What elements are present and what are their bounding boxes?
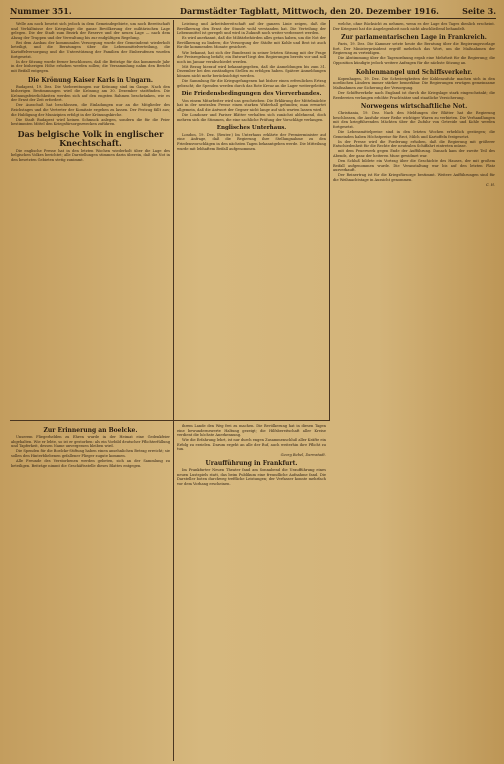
column-left bbox=[11, 22, 170, 418]
article-paragraph: London, 19. Dez. (Reuter.) Im Unterhaus erklärte der Premierminister auf eine Anfrage, daß die Regierung ihre Stellungnahme zu den Friedensvorschlägen in den nächsten Tagen bekanntgeben werde. Die Mitteilung wurde mit lebhaftem Beifall aufgenommen. bbox=[177, 132, 326, 151]
article-paragraph: Paris, 19. Dez. Die Kammer setzte heute die Beratung über die Regierungsvorlage fort. Der Ministerpräsident ergriff mehrfach das Wort, um die Maßnahmen der Regierung zu verteidigen. bbox=[333, 42, 495, 56]
article-heading: Zur Erinnerung an Boelcke. bbox=[43, 427, 138, 434]
article-paragraph: Es wird anerkannt, daß die Militärbehörden alles getan haben, um die Not der Bevölkerung zu lindern; die Versorgung der Städte mit Kohle und Brot ist auch für die kommenden Monate gesichert. bbox=[177, 36, 326, 50]
column-bottom-middle bbox=[177, 424, 326, 760]
article-paragraph: welche, ohne Rücksicht zu nehmen, wenn es der Lage des Tages dienlich erscheint. Der Kriegsrat hat die Angelegenheit noch nicht abschließend behandelt. bbox=[333, 22, 495, 31]
article-paragraph: Bei dem Ausbau der kommunalen Versorgung wurde der Gemeinderat wiederholt beteiligt, und die Beratungen über die Lebensmittelverteilung, die Kartoffelversorgung und die Unterstützung der Familien der Einberufenen wurden fortgesetzt. bbox=[11, 40, 170, 59]
article-heading: Uraufführung in Frankfurt. bbox=[205, 460, 298, 468]
article-paragraph: Im Frankfurter Neuen Theater fand am Sonnabend die Uraufführung eines neuen Lustspiels statt, das beim Publikum eine freundliche Aufnahme fand. Die Darsteller boten durchweg treffliche Leistungen; der Verfasser konnte mehrfach vor dem Vorhang erscheinen. bbox=[177, 468, 326, 486]
article-paragraph: Die Abstimmung über die Tagesordnung ergab eine Mehrheit für die Regierung; die Opposition kündigte jedoch weitere Anfragen für die nächste Sitzung an. bbox=[333, 56, 495, 66]
page-number: Seite 3. bbox=[462, 6, 496, 16]
article-heading: Englisches Unterhaus. bbox=[216, 125, 287, 132]
article-heading: Norwegens wirtschaftliche Not. bbox=[360, 103, 468, 111]
article-paragraph: Die Spenden für die Boelcke-Stiftung haben einen ansehnlichen Betrag erreicht; sie sollen den Hinterbliebenen gefallener Flieger zugute kommen. bbox=[11, 449, 170, 458]
article-paragraph: Alle Freunde des Verstorbenen werden gebeten, sich an der Sammlung zu beteiligen. Beiträge nimmt die Geschäftsstelle dieses Blattes entgegen. bbox=[11, 458, 170, 468]
article-paragraph: Die Lebensmittelpreise sind in den letzten Wochen erheblich gestiegen; die Gemeinden haben Höchstpreise für Brot, Milch und Kartoffeln festgesetzt. bbox=[333, 130, 495, 139]
article-paragraph: Mit Bezug hierauf wird bekanntgegeben, daß die Anmeldungen bis zum 31. Dezember bei den zuständigen Stellen zu erfolgen haben. Spätere Anmeldungen können nicht mehr berücksichtigt werden. bbox=[177, 64, 326, 79]
article-paragraph: In der Sitzung wurde ferner beschlossen, daß die Beiträge für das kommende Jahr in der bisherigen Höhe erhoben werden sollen; die Versammlung nahm den Bericht mit Beifall entgegen. bbox=[11, 59, 170, 73]
article-paragraph: Leistung und Arbeitsbereitschaft auf der ganzen Linie zeigen, daß die Bevölkerung den Ernst der Stunde wohl verstanden hat. Die Verteilung der Lebensmittel ist geregelt und wird in Zukunft noch weiter verbessert werden. bbox=[177, 22, 326, 36]
article-paragraph: Die Sammlung für die Kriegsgefangenen hat bisher einen erfreulichen Ertrag gebracht; die Spenden werden durch das Rote Kreuz an die Lager weitergeleitet. bbox=[177, 79, 326, 88]
column-rule bbox=[329, 20, 330, 420]
article-paragraph: Kopenhagen, 19. Dez. Die Schwierigkeiten der Kohlenzufuhr machen sich in den nordischen Ländern immer stärker bemerkbar. Die Regierungen erwägen gemeinsame Maßnahmen zur Sicherung der Versorgung. bbox=[333, 76, 495, 90]
article-paragraph: mit dem Feuerwerk gegen Ende der Aufführung. Danach kam der zweite Teil des Abends, der ganz der heiteren Muse gewidmet war. bbox=[333, 149, 495, 158]
article-paragraph: Die Stadt Budapest wird keinen Schmuck anlegen, sondern die für die Feier bestimmten Mittel den Kriegsfürsorgezwecken zuführen. bbox=[11, 117, 170, 127]
article-paragraph: Der Ausschuß hat beschlossen, die Einladungen nur an die Mitglieder des Reichstages und die Vertreter der Komitate ergehen zu lassen. Der Festzug fällt aus; die Huldigung der Munizipien erfolgt in der Krönungskirche. bbox=[11, 103, 170, 117]
issue-number: Nummer 351. bbox=[10, 6, 72, 16]
column-rule bbox=[173, 20, 174, 420]
article-heading: Die Friedensbedingungen des Vierverbandes. bbox=[181, 91, 322, 98]
article-heading: Kohlenmangel und Schiffsverkehr. bbox=[355, 68, 473, 76]
column-bottom-left bbox=[11, 424, 170, 760]
article-paragraph: Der Schiffsverkehr nach England ist durch die Kriegslage stark eingeschränkt; die Reedereien verlangen erhöhte Frachtsätze und staatliche Versicherung. bbox=[333, 90, 495, 100]
column-middle bbox=[177, 22, 326, 418]
masthead-date: Darmstädter Tagblatt, Mittwoch, den 20. Dezember 1916. bbox=[180, 6, 439, 16]
page-header bbox=[10, 4, 496, 19]
author-signature: Georg Bebel, Darmstadt. bbox=[280, 452, 326, 457]
article-paragraph: Die englische Presse hat in den letzten Wochen wiederholt über die Lage des belgischen Volkes berichtet; alle Darstellungen stimmen darin überein, daß die Not in den besetzten Gebieten stetig zunimmt. bbox=[11, 148, 170, 163]
article-paragraph: Der Reinertrag ist für die Kriegsfürsorge bestimmt. Weitere Aufführungen sind für die Weihnachtstage in Aussicht genommen. bbox=[333, 173, 495, 182]
article-paragraph: Budapest, 19. Dez. Die Vorbereitungen zur Krönung sind im Gange. Nach den bisherigen Bestimmungen wird die Krönung am 30. Dezember stattfinden. Die Krönungsfeierlichkeiten werden sich auf den engsten Rahmen beschränken, wie es der Ernst der Zeit erfordert. bbox=[11, 84, 170, 103]
article-paragraph: Wie bekannt, hat sich der Bundesrat in seiner letzten Sitzung mit der Frage der Preisregelung befaßt; ein Entwurf liegt den Regierungen bereits vor und soll noch im Januar verabschiedet werden. bbox=[177, 50, 326, 64]
article-paragraph: Christiania, 19. Dez. Nach den Meldungen der Blätter hat die Regierung beschlossen, die Ausfuhr einer Reihe wichtiger Waren zu verbieten. Die Verhandlungen mit den kriegführenden Mächten über die Zufuhr von Getreide und Kohle werden fortgesetzt. bbox=[333, 111, 495, 129]
article-paragraph: Wie die Erfahrung lehrt, ist nur durch engen Zusammenschluß aller Kräfte ein Erfolg zu erzielen. Darum ergeht an alle der Ruf, auch weiterhin ihre Pflicht zu tun. bbox=[177, 438, 326, 452]
article-paragraph: Von einem Mitarbeiter wird uns geschrieben: Die Erklärung der Mittelmächte hat in der neutralen Presse einen starken Widerhall gefunden; man erwartet allgemein, daß die Antwort der Gegner nicht lange auf sich warten lassen wird. bbox=[177, 98, 326, 112]
column-right bbox=[333, 22, 495, 760]
article-paragraph: Die Londoner und Pariser Blätter verhalten sich zunächst ablehnend, doch mehren sich die Stimmen, die eine sachliche Prüfung der Vorschläge verlangen. bbox=[177, 113, 326, 122]
article-heading: Zur parlamentarischen Lage in Frankreich. bbox=[341, 34, 487, 42]
article-heading: Die Krönung Kaiser Karls in Ungarn. bbox=[28, 76, 153, 84]
article-paragraph: Den Schluß bildete ein Vortrag über die Geschichte des Hauses, der mit großem Beifall aufgenommen wurde. Die Veranstaltung war bis auf den letzten Platz ausverkauft. bbox=[333, 159, 495, 173]
article-paragraph: Welle am noch besetzt sich jedoch in dem Gemeindegebiete, um noch Bereitschaft und Verhältnisse der Kriegslage die ganze Bevölkerung der militärischen Lage gelegen. Die der Stadt zum Bezirk der Reserve und der neuen Lage — nach dem Abzug der Truppen und der Verwaltung bis zur endgültigen Regelung. bbox=[11, 22, 170, 40]
article-paragraph: In der Presse wird die Forderung erhoben, daß die Regierung mit größerer Entschiedenheit für die Rechte der neutralen Schiffahrt eintreten müsse. bbox=[333, 139, 495, 149]
section-rule bbox=[10, 420, 330, 421]
article-paragraph: ihrem Lande den Weg frei zu machen. Die Bevölkerung hat in diesen Tagen eine bewundernswerte Haltung gezeigt; die Hilfsbereitschaft aller Kreise verdient die höchste Anerkennung. bbox=[177, 424, 326, 438]
article-paragraph: Unserem Fliegerhelden zu Ehren wurde in der Heimat eine Gedenkfeier abgehalten. Wie er lebte, so ist er gestorben: als ein Vorbild deutscher Pflichterfüllung und Tapferkeit, dessen Name unvergessen bleiben wird. bbox=[11, 435, 170, 449]
author-signature: C. H. bbox=[485, 183, 495, 188]
column-rule bbox=[173, 421, 174, 761]
article-heading: Das belgische Volk in englischer Knechtschaft. bbox=[17, 128, 164, 148]
